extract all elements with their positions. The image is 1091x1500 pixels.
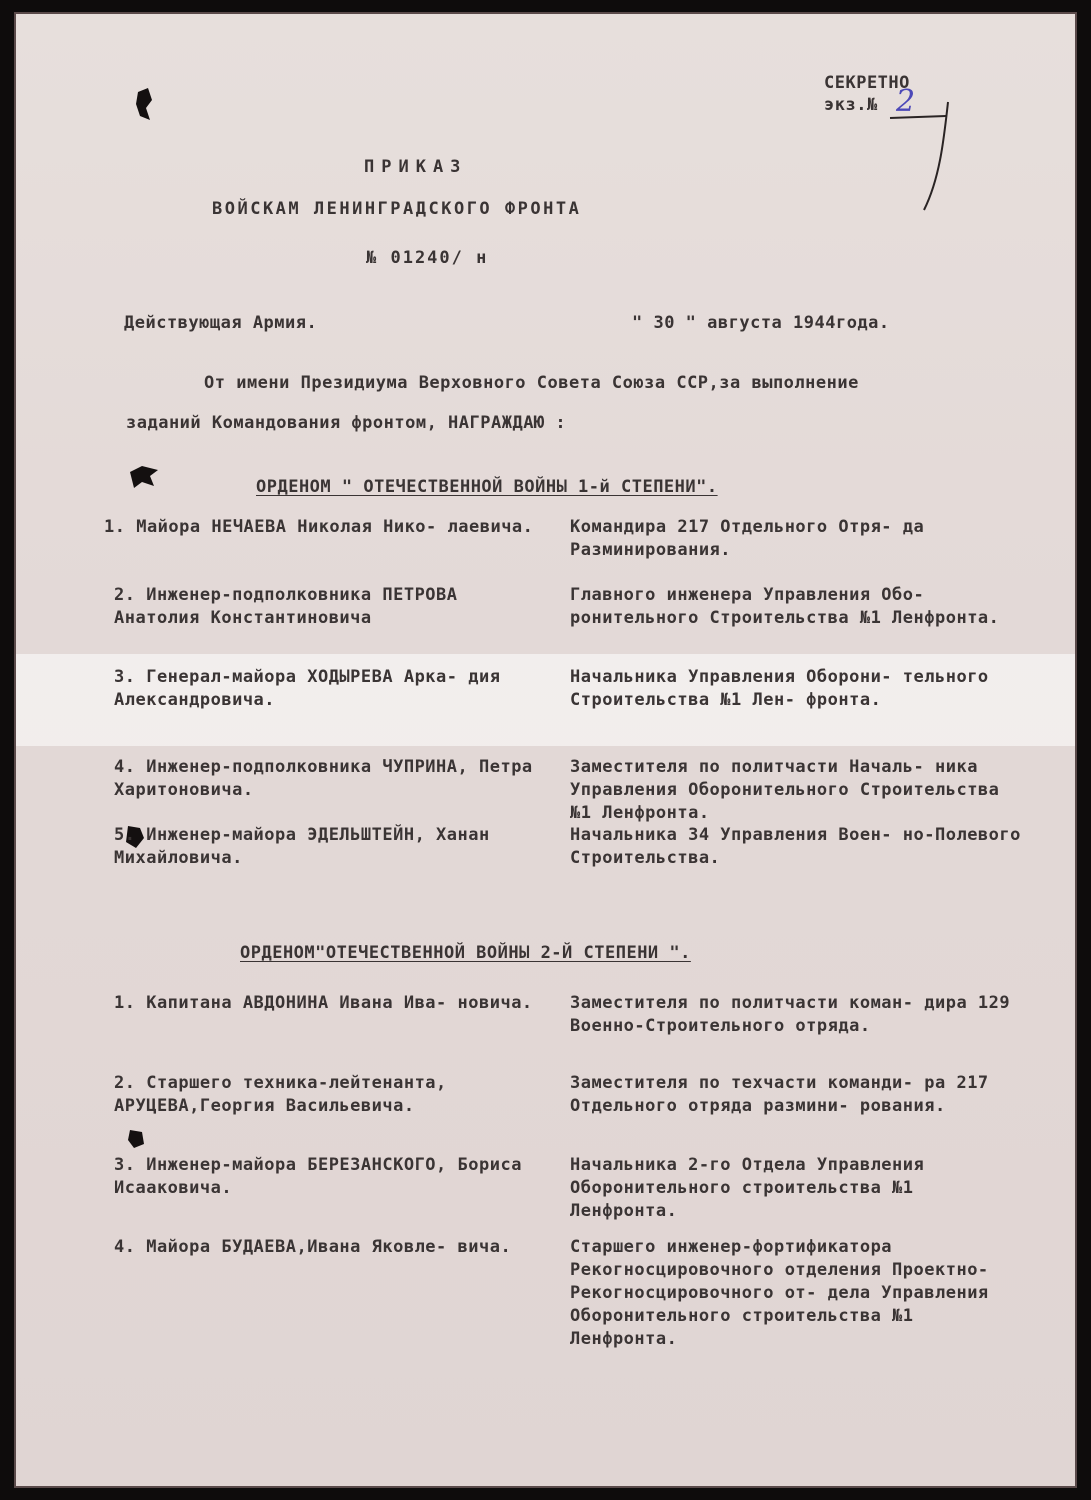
award-entry-position: Начальника 2-го Отдела Управления Оборонительного строительства №1 Ленфронта. xyxy=(570,1155,925,1221)
award-entry-name: 4. Майора БУДАЕВА,Ивана Яковле- вича. xyxy=(114,1237,512,1257)
award-entry-name: 3. Генерал-майора ХОДЫРЕВА Арка- дия Александровича. xyxy=(114,667,501,710)
copy-label: экз.№ xyxy=(824,95,878,115)
punch-hole-mark xyxy=(124,462,164,492)
award-entry-name: 3. Инженер-майора БЕРЕЗАНСКОГО, Бориса Исааковича. xyxy=(114,1155,522,1198)
award-entry-position: Заместителя по политчасти коман- дира 129 Военно-Строительного отряда. xyxy=(570,993,1011,1036)
order-subtitle: ВОЙСКАМ ЛЕНИНГРАДСКОГО ФРОНТА xyxy=(212,199,582,219)
punch-hole-mark xyxy=(128,86,158,126)
award-entry-name: 1. Майора НЕЧАЕВА Николая Нико- лаевича. xyxy=(104,517,534,537)
award-entry-name: 2. Инженер-подполковника ПЕТРОВА Анатолия Константиновича xyxy=(114,585,458,628)
order-title: ПРИКАЗ xyxy=(364,157,468,177)
award-entry-position: Главного инженера Управления Обо- ронительного Строительства №1 Ленфронта. xyxy=(570,585,1000,628)
punch-hole-mark xyxy=(124,1126,150,1152)
intro-line-2: заданий Командования фронтом, НАГРАЖДАЮ : xyxy=(126,413,567,433)
award-entry-name: 5. Инженер-майора ЭДЕЛЬШТЕЙН, Ханан Михайловича. xyxy=(114,825,490,868)
handwritten-stroke xyxy=(884,98,964,218)
order-number: № 01240/ н xyxy=(366,248,489,268)
award-entry-name: 1. Капитана АВДОНИНА Ивана Ива- новича. xyxy=(114,993,533,1013)
section1-heading: ОРДЕНОМ " ОТЕЧЕСТВЕННОЙ ВОЙНЫ 1-й СТЕПЕНИ". xyxy=(256,477,718,497)
award-entry-position: Заместителя по политчасти Началь- ника Управления Оборонительного Строительства №1 Ленфронта. xyxy=(570,757,1000,823)
section2-heading: ОРДЕНОМ"ОТЕЧЕСТВЕННОЙ ВОЙНЫ 2-Й СТЕПЕНИ ". xyxy=(240,943,691,963)
award-entry-name: 2. Старшего техника-лейтенанта, АРУЦЕВА,Георгия Васильевича. xyxy=(114,1073,447,1116)
award-entry-position: Командира 217 Отдельного Отря- да Разминирования. xyxy=(570,517,925,560)
date-text: " 30 " августа 1944года. xyxy=(632,313,890,333)
place-text: Действующая Армия. xyxy=(124,313,318,333)
intro-line-1: От имени Президиума Верховного Совета Союза ССР,за выполнение xyxy=(204,373,859,393)
document-page xyxy=(14,12,1077,1488)
award-entry-position: Заместителя по техчасти команди- ра 217 Отдельного отряда размини- рования. xyxy=(570,1073,989,1116)
award-entry-position: Старшего инженер-фортификатора Рекогносцировочного отделения Проектно-Рекогносцировочного от- дела Управления Оборонительного строительства №1 Ленфронта. xyxy=(570,1237,989,1349)
copy-number-handwritten: 2 xyxy=(896,84,916,119)
award-entry-position: Начальника 34 Управления Воен- но-Полевого Строительства. xyxy=(570,825,1021,868)
award-entry-position: Начальника Управления Оборони- тельного Строительства №1 Лен- фронта. xyxy=(570,667,989,710)
award-entry-name: 4. Инженер-подполковника ЧУПРИНА, Петра Харитоновича. xyxy=(114,757,533,800)
secret-stamp: СЕКРЕТНО xyxy=(824,73,910,93)
